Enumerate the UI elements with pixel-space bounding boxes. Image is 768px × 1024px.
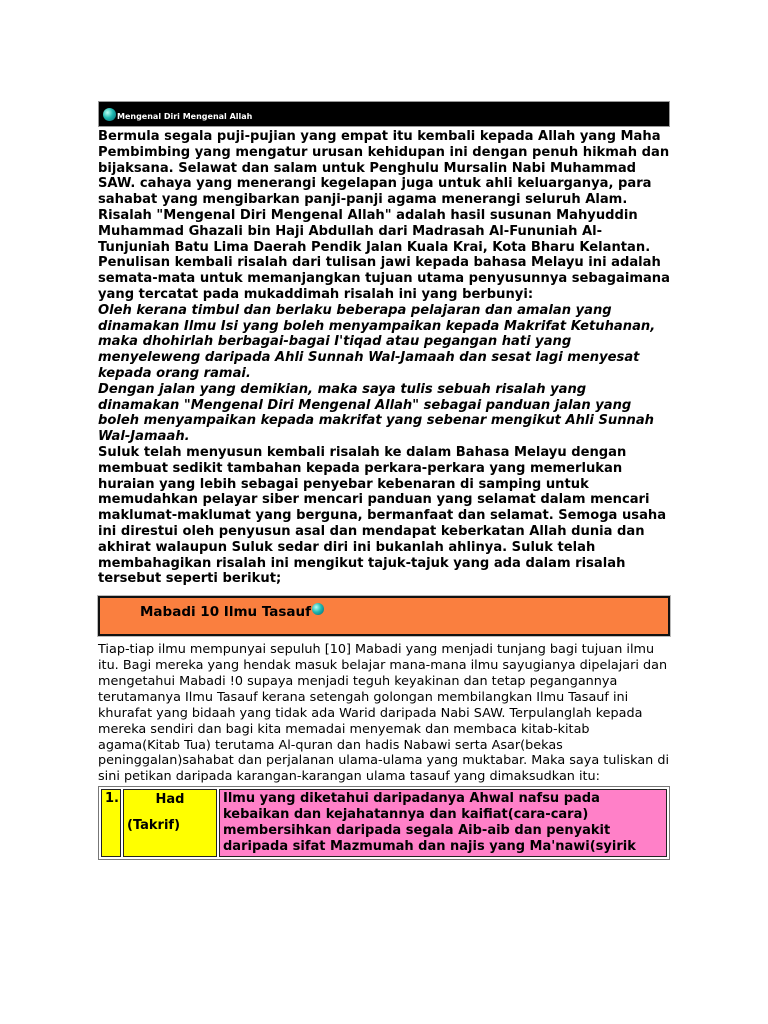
row-heading-subtitle: (Takrif): [127, 818, 181, 834]
intro-quote: Dengan jalan yang demikian, maka saya tulis sebuah risalah yang dinamakan "Mengenal Diri Mengenal Allah" sebagai panduan jalan yang boleh menyampaikan kepada makrifat yang sebenar mengikut Ahli Sunnah Wal-Jamaah.: [98, 381, 654, 445]
mabadi-table: [98, 786, 670, 860]
section-title: Mabadi 10 Ilmu Tasauf: [140, 604, 312, 621]
orb-icon: [103, 108, 116, 121]
row-heading: [123, 789, 217, 857]
section-paragraph: Tiap-tiap ilmu mempunyai sepuluh [10] Mabadi yang menjadi tunjang bagi tujuan ilmu itu. Bagi mereka yang hendak masuk belajar mana-mana ilmu sayugianya dipelajari dan mengetahui Mabadi !0 supaya menjadi teguh keyakinan dan tetap pegangannya terutamanya Ilmu Tasauf kerana setengah golongan membilangkan Ilmu Tasauf ini khurafat yang bidaah yang tidak ada Warid daripada Nabi SAW. Terpulanglah kepada mereka sendiri dan bagi kita memadai menyemak dan membaca kitab-kitab agama(Kitab Tua) terutama Al-quran dan hadis Nabawi serta Asar(bekas peninggalan)sahabat dan perjalanan ulama-ulama yang muktabar. Maka saya tuliskan di sini petikan daripada karangan-karangan ulama tasauf yang dimaksudkan itu:: [98, 642, 670, 785]
intro-paragraph: Suluk telah menyusun kembali risalah ke dalam Bahasa Melayu dengan membuat sedikit tambahan kepada perkara-perkara yang memerlukan huraian yang lebih sebagai penyebar kebenaran di samping untuk memudahkan pelayar siber mencari panduan yang selamat dalam mencari maklumat-maklumat yang berguna, bermanfaat dan selamat. Semoga usaha ini direstui oleh penyusun asal dan mendapat keberkatan Allah dunia dan akhirat walaupun Suluk sedar diri ini bukanlah ahlinya. Suluk telah membahagikan risalah ini mengikut tajuk-tajuk yang ada dalam risalah tersebut seperti berikut;: [98, 444, 667, 587]
section-body: [98, 642, 670, 785]
header-bar: [98, 101, 670, 127]
row-number: 1.: [101, 789, 121, 857]
header-title: Mengenal Diri Mengenal Allah: [117, 112, 253, 121]
orb-icon: [312, 603, 324, 615]
intro-paragraph: Penulisan kembali risalah dari tulisan jawi kepada bahasa Melayu ini adalah semata-mata untuk memanjangkan tujuan utama penyusunnya sebagaimana yang tercatat pada mukaddimah risalah ini yang berbunyi:: [98, 255, 670, 302]
intro-paragraph: Bermula segala puji-pujian yang empat itu kembali kepada Allah yang Maha Pembimbing yang mengatur urusan kehidupan ini dengan penuh hikmah dan bijaksana. Selawat dan salam untuk Penghulu Mursalin Nabi Muhammad SAW. cahaya yang menerangi kegelapan juga untuk ahli keluarganya, para sahabat yang mengibarkan panji-panji agama menerangi seluruh Alam.: [98, 129, 670, 208]
intro-text: [98, 129, 670, 587]
document-page: [98, 101, 670, 860]
row-description: Ilmu yang diketahui daripadanya Ahwal nafsu pada kebaikan dan kejahatannya dan kaifiat(cara-cara) membersihkan daripada segala Aib-aib dan penyakit daripada sifat Mazmumah dan najis yang Ma'nawi(syirik: [219, 789, 667, 857]
row-heading-title: Had: [155, 792, 185, 808]
section-heading-bar: [98, 596, 670, 636]
intro-paragraph: Risalah "Mengenal Diri Mengenal Allah" adalah hasil susunan Mahyuddin Muhammad Ghazali bin Haji Abdullah dari Madrasah Al-Fununiah Al-Tunjuniah Batu Lima Daerah Pendik Jalan Kuala Krai, Kota Bharu Kelantan.: [98, 207, 651, 255]
table-row: [101, 789, 667, 857]
intro-quote: Oleh kerana timbul dan berlaku beberapa pelajaran dan amalan yang dinamakan Ilmu Isi yang boleh menyampaikan kepada Makrifat Ketuhanan, maka dhohirlah berbagai-bagai I'tiqad atau pegangan hati yang menyeleweng daripada Ahli Sunnah Wal-Jamaah dan sesat lagi menyesat kepada orang ramai.: [98, 302, 656, 381]
